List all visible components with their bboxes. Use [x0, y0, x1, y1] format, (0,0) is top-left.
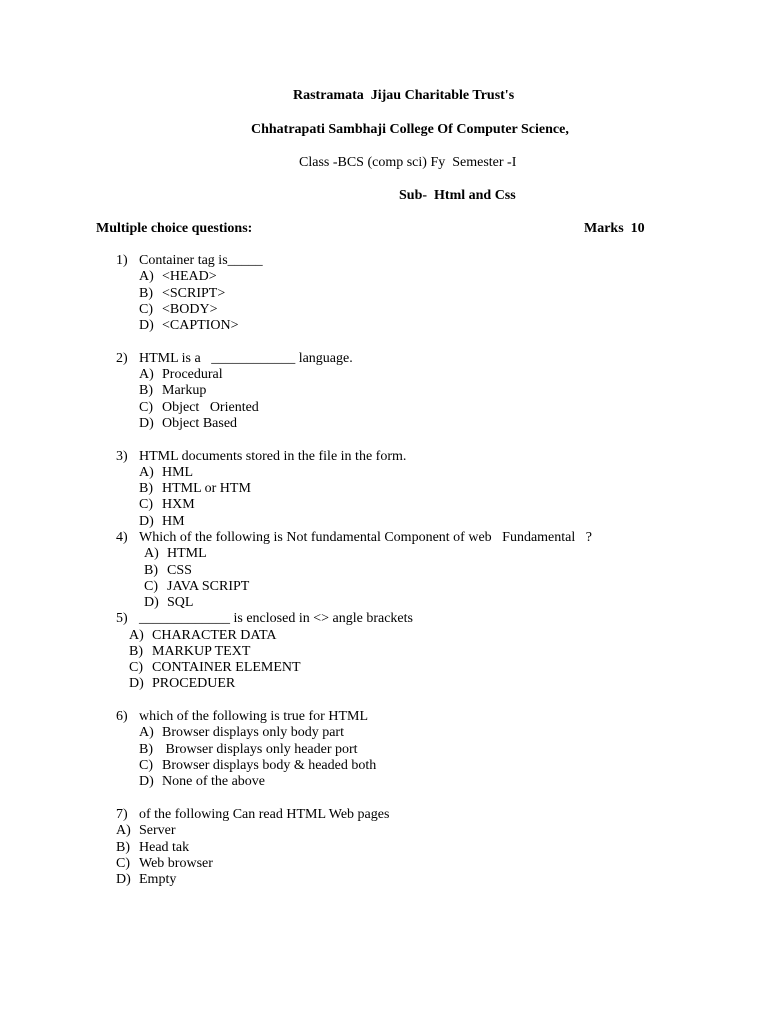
option-text: Browser displays only header port	[162, 742, 358, 757]
option-label: B)	[116, 840, 130, 855]
option-text: None of the above	[162, 774, 266, 789]
option-text: MARKUP TEXT	[152, 644, 251, 659]
option-label: C)	[139, 302, 153, 317]
option-text: <CAPTION>	[162, 318, 239, 333]
subject-title: Sub- Html and Css	[399, 188, 516, 203]
option-label: A)	[139, 269, 154, 284]
option-label: A)	[139, 725, 154, 740]
option-label: A)	[129, 628, 144, 643]
option-text: Head tak	[139, 840, 190, 855]
option-text: CHARACTER DATA	[152, 628, 277, 643]
option-text: <BODY>	[162, 302, 218, 317]
section-title: Multiple choice questions:	[96, 221, 253, 236]
question-number: 3)	[116, 449, 128, 464]
option-text: <SCRIPT>	[162, 286, 226, 301]
option-text: HTML	[167, 546, 207, 561]
college-name: Chhatrapati Sambhaji College Of Computer Science,	[251, 122, 569, 137]
option-text: SQL	[167, 595, 194, 610]
option-label: D)	[139, 318, 154, 333]
question-number: 5)	[116, 611, 128, 626]
option-label: A)	[139, 465, 154, 480]
option-text: HTML or HTM	[162, 481, 251, 496]
option-label: C)	[139, 400, 153, 415]
option-label: C)	[116, 856, 130, 871]
question-number: 6)	[116, 709, 128, 724]
question-number: 2)	[116, 351, 128, 366]
option-text: Procedural	[162, 367, 223, 382]
question-text: HTML documents stored in the file in the form.	[139, 449, 407, 464]
option-label: B)	[139, 742, 153, 757]
option-label: B)	[139, 286, 153, 301]
option-text: Object Oriented	[162, 400, 259, 415]
option-text: Object Based	[162, 416, 238, 431]
marks: Marks 10	[584, 221, 645, 236]
question-text: of the following Can read HTML Web pages	[139, 807, 390, 822]
option-text: Web browser	[139, 856, 213, 871]
option-label: A)	[116, 823, 131, 838]
option-text: JAVA SCRIPT	[167, 579, 250, 594]
option-label: D)	[139, 416, 154, 431]
option-label: B)	[139, 383, 153, 398]
option-label: D)	[144, 595, 159, 610]
option-label: B)	[129, 644, 143, 659]
option-text: Browser displays body & headed both	[162, 758, 377, 773]
option-label: C)	[129, 660, 143, 675]
option-text: Browser displays only body part	[162, 725, 344, 740]
option-text: Empty	[139, 872, 177, 887]
question-text: which of the following is true for HTML	[139, 709, 369, 724]
option-label: C)	[144, 579, 158, 594]
option-text: PROCEDUER	[152, 676, 236, 691]
option-label: C)	[139, 497, 153, 512]
question-text: HTML is a ____________ language.	[139, 351, 353, 366]
option-text: HM	[162, 514, 185, 529]
option-label: B)	[139, 481, 153, 496]
question-number: 4)	[116, 530, 128, 545]
question-text: Which of the following is Not fundamental Component of web Fundamental ?	[139, 530, 592, 545]
option-text: Markup	[162, 383, 207, 398]
option-text: HXM	[162, 497, 195, 512]
question-number: 7)	[116, 807, 128, 822]
option-text: Server	[139, 823, 176, 838]
option-text: <HEAD>	[162, 269, 217, 284]
question-text: Container tag is_____	[139, 253, 263, 268]
option-text: HML	[162, 465, 194, 480]
trust-name: Rastramata Jijau Charitable Trust's	[293, 88, 515, 103]
question-text: _____________ is enclosed in <> angle brackets	[139, 611, 413, 626]
option-text: CSS	[167, 563, 192, 578]
option-text: CONTAINER ELEMENT	[152, 660, 301, 675]
option-label: D)	[139, 514, 154, 529]
option-label: B)	[144, 563, 158, 578]
option-label: D)	[129, 676, 144, 691]
option-label: A)	[144, 546, 159, 561]
question-number: 1)	[116, 253, 128, 268]
option-label: A)	[139, 367, 154, 382]
option-label: D)	[139, 774, 154, 789]
option-label: C)	[139, 758, 153, 773]
option-label: D)	[116, 872, 131, 887]
class-semester: Class -BCS (comp sci) Fy Semester -I	[299, 155, 517, 170]
